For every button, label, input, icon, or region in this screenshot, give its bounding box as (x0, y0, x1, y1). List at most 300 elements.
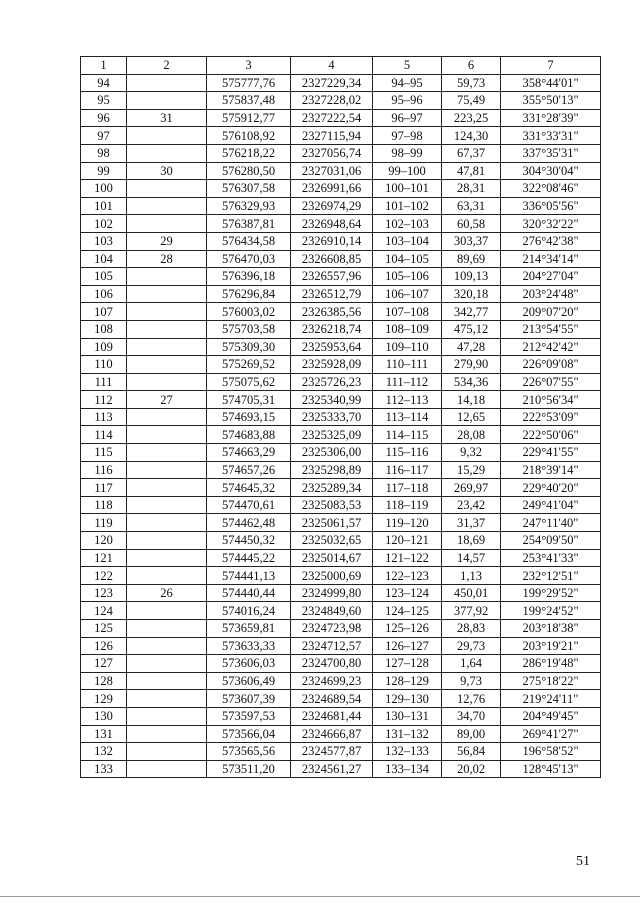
table-row (81, 74, 601, 92)
table-cell: 126 (81, 637, 127, 655)
table-cell: 574663,29 (207, 444, 291, 462)
table-cell: 125–126 (373, 620, 442, 638)
table-cell: 121–122 (373, 549, 442, 567)
table-cell: 109–110 (373, 338, 442, 356)
table-cell: 2324561,27 (291, 760, 373, 778)
table-cell: 94–95 (373, 74, 442, 92)
table-cell: 112–113 (373, 391, 442, 409)
table-cell: 249°41'04" (501, 496, 601, 514)
table-cell: 18,69 (442, 532, 501, 550)
table-cell: 286°19'48" (501, 655, 601, 673)
table-cell: 114–115 (373, 426, 442, 444)
table-cell: 95 (81, 92, 127, 110)
table-row (81, 532, 601, 550)
table-row (81, 690, 601, 708)
table-cell (127, 197, 207, 215)
table-cell (127, 760, 207, 778)
table-cell (127, 707, 207, 725)
table-cell: 99–100 (373, 162, 442, 180)
table-cell (127, 426, 207, 444)
table-cell: 127 (81, 655, 127, 673)
table-cell: 2327031,06 (291, 162, 373, 180)
table-cell: 14,18 (442, 391, 501, 409)
table-row (81, 584, 601, 602)
table-cell: 122 (81, 567, 127, 585)
table-cell: 96 (81, 109, 127, 127)
table-row (81, 338, 601, 356)
table-cell: 124,30 (442, 127, 501, 145)
table-cell (127, 479, 207, 497)
table-row (81, 391, 601, 409)
column-header: 4 (291, 57, 373, 75)
table-cell: 2326948,64 (291, 215, 373, 233)
table-cell: 574470,61 (207, 496, 291, 514)
table-cell: 575309,30 (207, 338, 291, 356)
table-cell: 111–112 (373, 373, 442, 391)
table-cell: 2327056,74 (291, 144, 373, 162)
table-cell: 209°07'20" (501, 303, 601, 321)
header-row (81, 57, 601, 75)
table-cell: 212°42'42" (501, 338, 601, 356)
table-cell: 114 (81, 426, 127, 444)
table-cell: 110 (81, 356, 127, 374)
table-row (81, 514, 601, 532)
table-row (81, 303, 601, 321)
table-row (81, 215, 601, 233)
table-cell (127, 268, 207, 286)
table-cell (127, 725, 207, 743)
table-cell: 279,90 (442, 356, 501, 374)
table-cell: 111 (81, 373, 127, 391)
table-cell (127, 690, 207, 708)
table-body (81, 74, 601, 778)
table-cell: 573606,03 (207, 655, 291, 673)
table-cell: 2324681,44 (291, 707, 373, 725)
table-cell: 576329,93 (207, 197, 291, 215)
table-row (81, 479, 601, 497)
table-row (81, 162, 601, 180)
table-cell: 127–128 (373, 655, 442, 673)
table-cell: 575269,52 (207, 356, 291, 374)
table-cell: 133–134 (373, 760, 442, 778)
table-cell: 28,08 (442, 426, 501, 444)
table-cell (127, 92, 207, 110)
table-cell: 575075,62 (207, 373, 291, 391)
table-cell: 226°07'55" (501, 373, 601, 391)
table-cell: 113 (81, 408, 127, 426)
column-header: 2 (127, 57, 207, 75)
table-cell: 115 (81, 444, 127, 462)
table-cell: 28,83 (442, 620, 501, 638)
table-cell: 132–133 (373, 743, 442, 761)
table-cell: 575777,76 (207, 74, 291, 92)
table-cell: 97–98 (373, 127, 442, 145)
table-cell: 106 (81, 285, 127, 303)
table-cell: 377,92 (442, 602, 501, 620)
table-cell: 304°30'04" (501, 162, 601, 180)
table-cell: 2325340,99 (291, 391, 373, 409)
table-cell: 124–125 (373, 602, 442, 620)
table-cell: 128–129 (373, 672, 442, 690)
table-cell: 2325953,64 (291, 338, 373, 356)
table-cell: 1,64 (442, 655, 501, 673)
table-cell: 94 (81, 74, 127, 92)
table-cell: 573511,20 (207, 760, 291, 778)
table-cell: 12,76 (442, 690, 501, 708)
table-cell: 2324666,87 (291, 725, 373, 743)
table-cell: 108–109 (373, 320, 442, 338)
table-cell (127, 320, 207, 338)
table-cell: 320,18 (442, 285, 501, 303)
table-row (81, 144, 601, 162)
table-cell (127, 672, 207, 690)
table-cell: 331°28'39" (501, 109, 601, 127)
table-cell (127, 549, 207, 567)
table-cell: 210°56'34" (501, 391, 601, 409)
table-cell: 2326974,29 (291, 197, 373, 215)
table-cell: 131–132 (373, 725, 442, 743)
table-cell: 34,70 (442, 707, 501, 725)
table-row (81, 92, 601, 110)
table-cell: 2326385,56 (291, 303, 373, 321)
table-cell: 226°09'08" (501, 356, 601, 374)
table-cell: 2324723,98 (291, 620, 373, 638)
table-cell: 15,29 (442, 461, 501, 479)
table-cell: 2325061,57 (291, 514, 373, 532)
column-header: 6 (442, 57, 501, 75)
table-cell: 2327115,94 (291, 127, 373, 145)
table-cell (127, 532, 207, 550)
table-cell (127, 655, 207, 673)
table-cell: 534,36 (442, 373, 501, 391)
table-cell (127, 285, 207, 303)
table-cell: 2325306,00 (291, 444, 373, 462)
table-cell (127, 408, 207, 426)
table-cell: 576396,18 (207, 268, 291, 286)
table-cell: 117 (81, 479, 127, 497)
table-cell: 118–119 (373, 496, 442, 514)
table-cell: 573597,53 (207, 707, 291, 725)
table-cell: 222°50'06" (501, 426, 601, 444)
table-cell: 105–106 (373, 268, 442, 286)
table-row (81, 285, 601, 303)
table-cell: 2325000,69 (291, 567, 373, 585)
table-cell: 573633,33 (207, 637, 291, 655)
table-row (81, 373, 601, 391)
table-row (81, 672, 601, 690)
table-cell: 2327222,54 (291, 109, 373, 127)
table-cell: 573659,81 (207, 620, 291, 638)
table-cell: 116 (81, 461, 127, 479)
table-cell (127, 637, 207, 655)
table-cell: 276°42'38" (501, 232, 601, 250)
table-cell: 219°24'11" (501, 690, 601, 708)
table-cell: 337°35'31" (501, 144, 601, 162)
table-cell (127, 602, 207, 620)
table-cell: 574016,24 (207, 602, 291, 620)
table-cell: 2324689,54 (291, 690, 373, 708)
table-cell: 232°12'51" (501, 567, 601, 585)
table-cell: 574441,13 (207, 567, 291, 585)
table-cell: 275°18'22" (501, 672, 601, 690)
table-cell: 128°45'13" (501, 760, 601, 778)
table-cell: 576003,02 (207, 303, 291, 321)
table-cell: 2324712,57 (291, 637, 373, 655)
table-cell: 124 (81, 602, 127, 620)
table-row (81, 496, 601, 514)
table-cell: 107 (81, 303, 127, 321)
table-cell: 125 (81, 620, 127, 638)
table-cell: 130 (81, 707, 127, 725)
table-cell: 103 (81, 232, 127, 250)
table-cell: 101 (81, 197, 127, 215)
table-cell (127, 444, 207, 462)
table-cell (127, 356, 207, 374)
table-cell: 30 (127, 162, 207, 180)
table-cell: 247°11'40" (501, 514, 601, 532)
table-header (81, 57, 601, 75)
table-cell: 576108,92 (207, 127, 291, 145)
table-cell: 322°08'46" (501, 180, 601, 198)
table-cell: 98 (81, 144, 127, 162)
table-cell: 60,58 (442, 215, 501, 233)
table-cell: 120 (81, 532, 127, 550)
table-cell: 120–121 (373, 532, 442, 550)
table-row (81, 320, 601, 338)
table-cell (127, 303, 207, 321)
table-cell: 342,77 (442, 303, 501, 321)
table-cell: 2326910,14 (291, 232, 373, 250)
table-cell: 475,12 (442, 320, 501, 338)
table-row (81, 461, 601, 479)
table-cell: 573607,39 (207, 690, 291, 708)
table-cell: 254°09'50" (501, 532, 601, 550)
table-cell: 101–102 (373, 197, 442, 215)
table-cell: 269°41'27" (501, 725, 601, 743)
table-cell: 204°49'45" (501, 707, 601, 725)
table-cell (127, 743, 207, 761)
table-cell: 2325083,53 (291, 496, 373, 514)
table-cell: 574645,32 (207, 479, 291, 497)
table-cell: 27 (127, 391, 207, 409)
table-cell: 23,42 (442, 496, 501, 514)
table-cell: 269,97 (442, 479, 501, 497)
table-cell (127, 496, 207, 514)
table-cell: 355°50'13" (501, 92, 601, 110)
table-cell: 47,81 (442, 162, 501, 180)
table-cell: 229°41'55" (501, 444, 601, 462)
table-cell: 67,37 (442, 144, 501, 162)
table-cell (127, 74, 207, 92)
table-cell: 132 (81, 743, 127, 761)
table-cell: 574657,26 (207, 461, 291, 479)
table-row (81, 356, 601, 374)
table-cell: 2325726,23 (291, 373, 373, 391)
table-cell: 89,00 (442, 725, 501, 743)
column-header: 7 (501, 57, 601, 75)
table-cell: 576434,58 (207, 232, 291, 250)
table-row (81, 760, 601, 778)
table-cell: 121 (81, 549, 127, 567)
table-row (81, 444, 601, 462)
table-row (81, 567, 601, 585)
table-cell: 29,73 (442, 637, 501, 655)
table-cell: 130–131 (373, 707, 442, 725)
table-cell: 63,31 (442, 197, 501, 215)
table-cell: 199°29'52" (501, 584, 601, 602)
table-cell: 2326557,96 (291, 268, 373, 286)
table-cell: 119 (81, 514, 127, 532)
table-cell: 2325289,34 (291, 479, 373, 497)
table-cell: 2325032,65 (291, 532, 373, 550)
table-row (81, 268, 601, 286)
table-cell: 574440,44 (207, 584, 291, 602)
table-cell: 218°39'14" (501, 461, 601, 479)
table-cell: 116–117 (373, 461, 442, 479)
table-cell: 99 (81, 162, 127, 180)
table-cell: 9,73 (442, 672, 501, 690)
table-cell (127, 215, 207, 233)
table-cell: 119–120 (373, 514, 442, 532)
table-cell: 106–107 (373, 285, 442, 303)
table-cell: 574683,88 (207, 426, 291, 444)
table-cell: 303,37 (442, 232, 501, 250)
table-cell: 102 (81, 215, 127, 233)
table-cell: 336°05'56" (501, 197, 601, 215)
table-cell: 129 (81, 690, 127, 708)
table-cell: 47,28 (442, 338, 501, 356)
table-cell: 103–104 (373, 232, 442, 250)
table-cell: 97 (81, 127, 127, 145)
table-cell: 95–96 (373, 92, 442, 110)
table-cell (127, 180, 207, 198)
page-number: 51 (576, 854, 590, 869)
table-cell: 576296,84 (207, 285, 291, 303)
table-cell: 107–108 (373, 303, 442, 321)
table-cell: 110–111 (373, 356, 442, 374)
table-cell (127, 620, 207, 638)
table-cell: 2326991,66 (291, 180, 373, 198)
table-cell: 576470,03 (207, 250, 291, 268)
table-cell: 122–123 (373, 567, 442, 585)
table-cell (127, 127, 207, 145)
table-cell: 574693,15 (207, 408, 291, 426)
table-cell: 2325333,70 (291, 408, 373, 426)
table-cell (127, 373, 207, 391)
table-cell: 222°53'09" (501, 408, 601, 426)
table-cell (127, 144, 207, 162)
table-cell: 96–97 (373, 109, 442, 127)
table-cell (127, 461, 207, 479)
table-cell: 203°18'38" (501, 620, 601, 638)
table-cell: 98–99 (373, 144, 442, 162)
table-row (81, 549, 601, 567)
table-row (81, 180, 601, 198)
table-cell: 573606,49 (207, 672, 291, 690)
table-cell: 100 (81, 180, 127, 198)
table-cell: 31 (127, 109, 207, 127)
table-cell: 214°34'14" (501, 250, 601, 268)
table-cell: 100–101 (373, 180, 442, 198)
table-cell: 2327228,02 (291, 92, 373, 110)
table-cell: 102–103 (373, 215, 442, 233)
table-cell: 2324999,80 (291, 584, 373, 602)
table-row (81, 426, 601, 444)
table-cell: 20,02 (442, 760, 501, 778)
table-cell: 113–114 (373, 408, 442, 426)
table-row (81, 637, 601, 655)
table-cell: 574462,48 (207, 514, 291, 532)
table-cell: 26 (127, 584, 207, 602)
table-cell: 123 (81, 584, 127, 602)
table-cell: 213°54'55" (501, 320, 601, 338)
table-cell: 126–127 (373, 637, 442, 655)
table-cell: 2326608,85 (291, 250, 373, 268)
table-row (81, 197, 601, 215)
table-cell: 575703,58 (207, 320, 291, 338)
table-cell: 199°24'52" (501, 602, 601, 620)
table-cell: 56,84 (442, 743, 501, 761)
column-header: 5 (373, 57, 442, 75)
table-cell: 575912,77 (207, 109, 291, 127)
table-cell (127, 338, 207, 356)
table-cell: 128 (81, 672, 127, 690)
table-cell (127, 514, 207, 532)
table-cell: 129–130 (373, 690, 442, 708)
table-cell: 28,31 (442, 180, 501, 198)
table-cell: 450,01 (442, 584, 501, 602)
table-cell: 2324700,80 (291, 655, 373, 673)
table-cell: 75,49 (442, 92, 501, 110)
column-header: 3 (207, 57, 291, 75)
table-cell: 576387,81 (207, 215, 291, 233)
table-cell: 573565,56 (207, 743, 291, 761)
table-row (81, 602, 601, 620)
table-cell: 59,73 (442, 74, 501, 92)
table-cell: 2326512,79 (291, 285, 373, 303)
table-cell: 2327229,34 (291, 74, 373, 92)
table-cell: 117–118 (373, 479, 442, 497)
table-cell: 31,37 (442, 514, 501, 532)
table-cell: 109,13 (442, 268, 501, 286)
table-cell: 123–124 (373, 584, 442, 602)
table-cell: 573566,04 (207, 725, 291, 743)
table-cell: 28 (127, 250, 207, 268)
table-cell: 576307,58 (207, 180, 291, 198)
table-cell: 331°33'31" (501, 127, 601, 145)
table-cell: 2325325,09 (291, 426, 373, 444)
table-cell: 575837,48 (207, 92, 291, 110)
table-cell: 118 (81, 496, 127, 514)
table-cell: 2324699,23 (291, 672, 373, 690)
table-cell: 1,13 (442, 567, 501, 585)
table-cell: 576280,50 (207, 162, 291, 180)
table-cell: 203°19'21" (501, 637, 601, 655)
table-cell: 576218,22 (207, 144, 291, 162)
table-cell: 196°58'52" (501, 743, 601, 761)
table-cell: 358°44'01" (501, 74, 601, 92)
table-row (81, 725, 601, 743)
bottom-divider (0, 896, 640, 897)
table-cell (127, 567, 207, 585)
table-cell: 89,69 (442, 250, 501, 268)
table-cell: 204°27'04" (501, 268, 601, 286)
table-cell: 133 (81, 760, 127, 778)
table-row (81, 127, 601, 145)
column-header: 1 (81, 57, 127, 75)
table-cell: 203°24'48" (501, 285, 601, 303)
coordinates-table (80, 56, 601, 778)
